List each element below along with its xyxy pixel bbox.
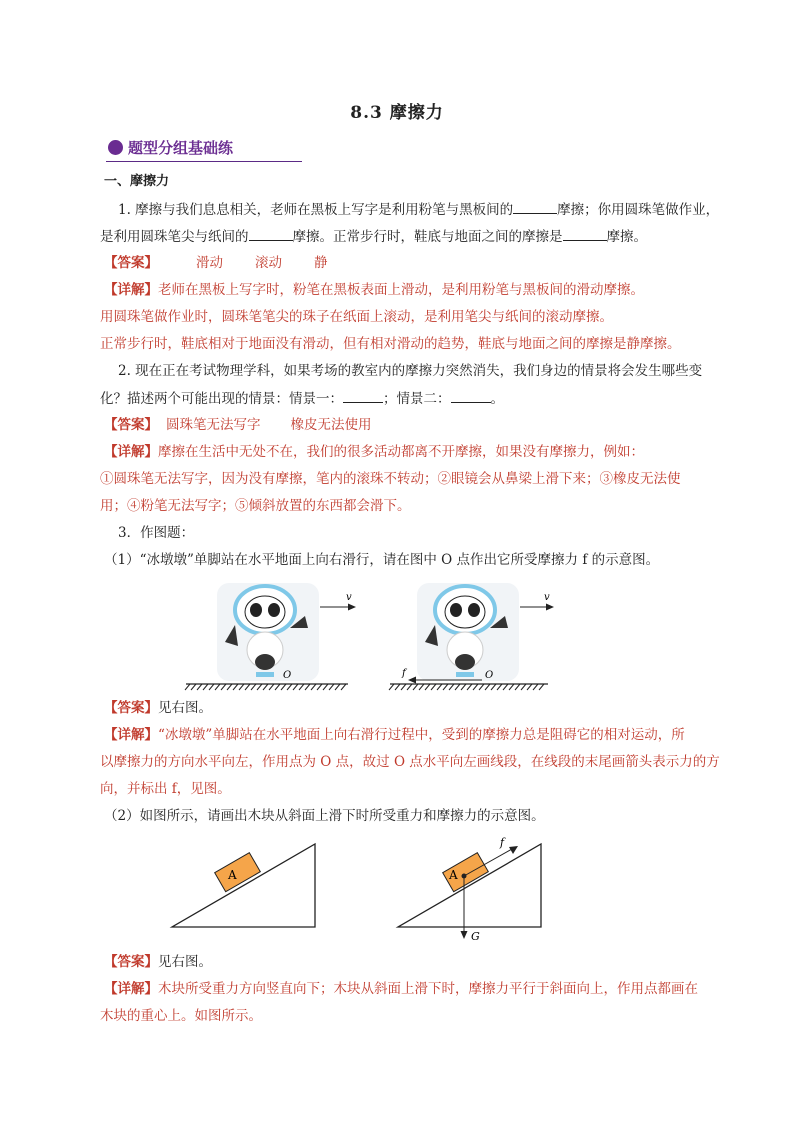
section-heading: 一、摩擦力	[104, 174, 170, 189]
ground-hatch	[431, 684, 436, 690]
friction-arrow-label: f	[500, 836, 505, 849]
bullet-dot-icon	[108, 140, 123, 155]
q3-heading: 3．作图题：	[118, 525, 195, 541]
incline-right	[398, 836, 541, 942]
ground-hatch	[311, 684, 316, 690]
q2-detail-2: ①圆珠笔无法写字，因为没有摩擦，笔内的滚珠不转动；②眼镜会从鼻梁上滑下来；③橡皮无法使	[100, 471, 681, 487]
q3-part2-detail-2: 木块的重心上。如图所示。	[100, 1008, 262, 1024]
q2-line1: 2. 现在正在考试物理学科，如果考场的教室内的摩擦力突然消失，我们身边的情景将会发生哪些变	[118, 363, 703, 379]
q2-blank-1	[343, 388, 383, 403]
q1-line1: 1. 摩擦与我们息息相关，老师在黑板上写字是利用粉笔与黑板间的 摩擦；你用圆珠笔做作业，	[118, 199, 719, 220]
page-title: 8.3 摩擦力	[350, 103, 444, 123]
ground-hatch	[191, 684, 196, 690]
ground-hatch	[323, 684, 328, 690]
ground-hatch	[503, 684, 508, 690]
q2-line2: 化？描述两个可能出现的情景：情景一： ；情景二： 。	[100, 388, 504, 409]
ground-hatch	[257, 684, 262, 690]
section-badge-label: 题型分组基础练	[128, 139, 234, 157]
ground-hatch	[515, 684, 520, 690]
mascot-figure-left	[217, 583, 319, 681]
ground-hatch	[467, 684, 472, 690]
ground-hatch	[341, 684, 346, 690]
q1-detail-3: 正常步行时，鞋底相对于地面没有滑动，但有相对滑动的趋势，鞋底与地面之间的摩擦是静摩擦。	[100, 336, 681, 352]
friction-label: f	[402, 668, 406, 679]
ground-hatch	[491, 684, 496, 690]
q1-line2: 是利用圆珠笔尖与纸间的 摩擦。正常步行时，鞋底与地面之间的摩擦是 摩擦。	[100, 226, 647, 247]
ground-hatch	[209, 684, 214, 690]
ground-hatch	[293, 684, 298, 690]
q3-part2-answer: 【答案】见右图。	[104, 954, 212, 970]
ground-hatch	[197, 684, 202, 690]
q1-answer: 【答案】 滑动 滚动 静	[104, 255, 328, 271]
q2-detail-3: 用；④粉笔无法写字；⑤倾斜放置的东西都会滑下。	[100, 498, 411, 514]
ground-hatch	[281, 684, 286, 690]
q3-part2-detail-1: 【详解】木块所受重力方向竖直向下；木块从斜面上滑下时，摩擦力平行于斜面向上，作用点都画在	[104, 981, 698, 997]
q1-blank-1	[513, 199, 557, 214]
ground-hatch	[335, 684, 340, 690]
gravity-arrow-label: G	[471, 930, 480, 942]
ground-hatch	[425, 684, 430, 690]
ground-hatch	[509, 684, 514, 690]
incline-left	[172, 844, 315, 927]
q3-part1-detail-1: 【详解】“冰墩墩”单脚站在水平地面上向右滑行过程中，受到的摩擦力总是阻碍它的相对运动，所	[104, 727, 685, 743]
q3-part1-detail-2: 以摩擦力的方向水平向左，作用点为 O 点，故过 O 点水平向左画线段，在线段的末尾画箭头表示力的方	[100, 754, 720, 770]
ground-hatch	[479, 684, 484, 690]
ground-hatch	[233, 684, 238, 690]
q1-detail-1: 【详解】老师在黑板上写字时，粉笔在黑板表面上滑动，是利用粉笔与黑板间的滑动摩擦。	[104, 282, 644, 298]
mascot-figure-right	[417, 583, 519, 681]
point-label-left: O	[283, 670, 292, 681]
q3-part1-detail-3: 向，并标出 f，见图。	[100, 781, 231, 797]
ground-hatch	[185, 684, 190, 690]
ground-hatch	[203, 684, 208, 690]
ground-hatch	[389, 684, 394, 690]
ground-hatch	[317, 684, 322, 690]
ground-hatch	[299, 684, 304, 690]
ground-hatch	[455, 684, 460, 690]
ground-hatch	[485, 684, 490, 690]
ground-hatch	[539, 684, 544, 690]
ground-hatch	[305, 684, 310, 690]
ground-hatch	[497, 684, 502, 690]
q3-part1-prompt: （1）“冰墩墩”单脚站在水平地面上向右滑行，请在图中 O 点作出它所受摩擦力 f 的示意图。	[104, 552, 660, 568]
ground-hatch	[245, 684, 250, 690]
ground-hatch	[227, 684, 232, 690]
ground-hatch	[401, 684, 406, 690]
block-label-right: A	[449, 868, 458, 882]
velocity-label-left: v	[346, 592, 352, 603]
ground-hatch	[473, 684, 478, 690]
ground-hatch	[533, 684, 538, 690]
ground-hatch	[329, 684, 334, 690]
q2-blank-2	[451, 388, 491, 403]
ground-hatch	[407, 684, 412, 690]
ground-hatch	[395, 684, 400, 690]
section-badge	[106, 137, 302, 162]
q2-detail-1: 【详解】摩擦在生活中无处不在，我们的很多活动都离不开摩擦，如果没有摩擦力，例如：	[104, 444, 644, 460]
q3-part1-answer: 【答案】见右图。	[104, 700, 212, 716]
velocity-label-right: v	[544, 592, 550, 603]
q1-blank-3	[563, 226, 607, 241]
ground-hatch	[251, 684, 256, 690]
ground-hatch	[275, 684, 280, 690]
ground-hatch	[449, 684, 454, 690]
ground-hatch	[287, 684, 292, 690]
block-label-left: A	[228, 868, 237, 882]
ground-hatch	[437, 684, 442, 690]
ground-hatch	[521, 684, 526, 690]
point-label-right: O	[485, 670, 494, 681]
ground-hatch	[461, 684, 466, 690]
ground-hatch	[263, 684, 268, 690]
figure-2	[160, 832, 560, 942]
ground-hatch	[239, 684, 244, 690]
figure-1	[180, 580, 560, 692]
ground-hatch	[527, 684, 532, 690]
ground-hatch	[443, 684, 448, 690]
ground-hatch	[215, 684, 220, 690]
ground-hatch	[221, 684, 226, 690]
ground-hatch	[413, 684, 418, 690]
q2-answer: 【答案】 圆珠笔无法写字 橡皮无法使用	[104, 417, 372, 433]
q3-part2-prompt: （2）如图所示，请画出木块从斜面上滑下时所受重力和摩擦力的示意图。	[104, 808, 545, 824]
q1-detail-2: 用圆珠笔做作业时，圆珠笔笔尖的珠子在纸面上滚动，是利用笔尖与纸间的滚动摩擦。	[100, 309, 613, 325]
ground-hatch	[419, 684, 424, 690]
q1-blank-2	[249, 226, 293, 241]
ground-hatch	[269, 684, 274, 690]
